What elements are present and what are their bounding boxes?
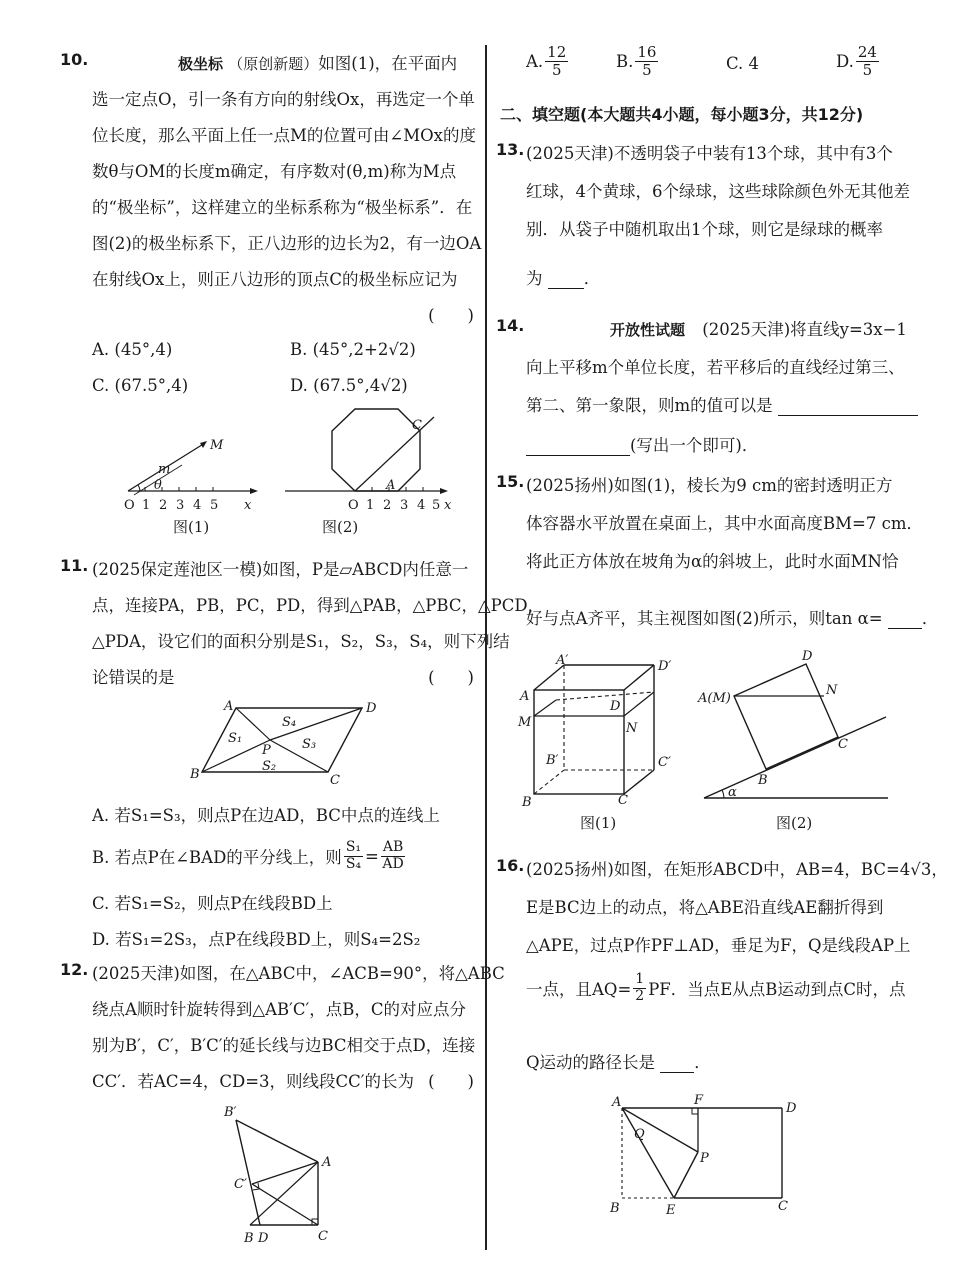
question-text-line: 论错误的是	[92, 668, 175, 687]
answer-blank	[548, 262, 584, 289]
question-text-line	[610, 316, 907, 340]
label-D: D	[366, 701, 377, 716]
tick-5: 5	[432, 498, 441, 513]
label-B: B	[190, 767, 200, 782]
question-text: PF．当点E从点B运动到点C时，点	[648, 980, 906, 999]
answer-blank	[660, 1042, 694, 1073]
fraction-denominator: 5	[551, 60, 562, 79]
option-b	[616, 44, 660, 78]
tick-2: 2	[383, 498, 392, 513]
label-theta: θ	[154, 478, 162, 493]
label-C-prime: C′	[658, 755, 671, 770]
tick-1: 1	[142, 498, 151, 513]
label-D: D	[802, 650, 813, 664]
label-A-M: A(M)	[698, 691, 731, 706]
figure-caption: 图(1)	[580, 814, 617, 832]
figure-caption: 图(2)	[776, 814, 813, 832]
question-text-line	[526, 598, 938, 629]
label-alpha: α	[728, 785, 737, 800]
question-text-line: 位长度，那么平面上任一点M的位置可由∠MOx的度	[92, 126, 476, 145]
fraction-numerator: 12	[547, 43, 567, 61]
label-C: C	[318, 1229, 328, 1244]
period: ．	[583, 269, 601, 288]
label-B-prime: B′	[224, 1105, 237, 1120]
tick-x: x	[244, 498, 252, 513]
label-B: B	[610, 1201, 620, 1216]
option-a: A. (45°,4)	[92, 340, 173, 359]
triangle-rotation-figure	[220, 1100, 400, 1250]
label-A: A	[386, 478, 396, 493]
question-text-line	[526, 1042, 711, 1073]
label-B: B	[522, 795, 532, 810]
fraction-denominator: 5	[862, 60, 873, 79]
label-C-prime: C′	[234, 1177, 247, 1192]
question-text-line: E是BC边上的动点，将△ABE沿直线AE翻折得到	[526, 898, 884, 917]
tick-3: 3	[400, 498, 409, 513]
question-source: （原创新题）	[228, 55, 319, 73]
fraction-numerator: S₁	[345, 839, 362, 856]
label-D: D	[786, 1101, 797, 1116]
parallelogram-figure	[190, 696, 390, 792]
label-N: N	[826, 683, 838, 698]
answer-paren: ( )	[428, 306, 474, 325]
tick-x: x	[444, 498, 452, 513]
option-d: D. 若S₁=2S₃，点P在线段BD上，则S₄=2S₂	[92, 930, 421, 949]
question-text: 一点，且AQ=	[526, 980, 632, 999]
label-A-prime: A′	[556, 653, 569, 668]
label-B: B	[758, 773, 768, 788]
label-S2: S₂	[262, 759, 277, 774]
label-S4: S₄	[282, 715, 297, 730]
question-text-line: 向上平移m个单位长度，若平移后的直线经过第三、	[526, 358, 905, 377]
question-text-line	[526, 968, 906, 1008]
answer-paren: ( )	[428, 668, 474, 687]
tick-3: 3	[176, 498, 185, 513]
tick-O: O	[124, 498, 135, 513]
label-F: F	[694, 1093, 704, 1108]
tick-O: O	[348, 498, 359, 513]
question-text-line: (2025天津)如图，在△ABC中，∠ACB=90°，将△ABC	[92, 964, 505, 983]
answer-paren: ( )	[428, 1072, 474, 1091]
option-d: D. (67.5°,4√2)	[290, 376, 408, 395]
answer-blank	[526, 435, 630, 456]
label-B-prime: B′	[546, 753, 559, 768]
question-text-line: 点，连接PA，PB，PC，PD，得到△PAB，△PBC，△PCD，	[92, 596, 545, 615]
question-number: 15.	[496, 472, 525, 491]
polar-figure-1	[124, 438, 258, 513]
option-label: D.	[836, 51, 854, 71]
question-text-line: (2025扬州)如图，在矩形ABCD中，AB=4，BC=4√3，	[526, 860, 948, 879]
tick-2: 2	[159, 498, 168, 513]
label-P: P	[262, 743, 271, 758]
fraction	[344, 840, 363, 872]
label-D: D	[610, 699, 621, 714]
question-text-line	[178, 50, 457, 74]
label-E: E	[666, 1203, 676, 1218]
question-number: 12.	[60, 960, 89, 979]
label-Q: Q	[634, 1127, 645, 1142]
question-text-line	[526, 392, 918, 416]
label-C: C	[838, 737, 848, 752]
option-b	[92, 836, 407, 876]
question-number: 13.	[496, 140, 525, 159]
label-A: A	[612, 1095, 622, 1110]
question-text-line: 红球，4个黄球，6个绿球，这些球除颜色外无其他差	[526, 182, 910, 201]
label-D: D	[258, 1231, 269, 1246]
equals-sign: =	[365, 846, 379, 866]
tick-4: 4	[417, 498, 426, 513]
question-number: 16.	[496, 856, 525, 875]
polar-figure-2	[285, 409, 452, 513]
fraction	[633, 972, 646, 1004]
fraction-numerator: 16	[637, 43, 657, 61]
tick-1: 1	[366, 498, 375, 513]
question-tag: 极坐标	[178, 55, 224, 73]
question-text: 第二、第一象限，则m的值可以是	[526, 396, 773, 415]
right-column	[496, 0, 948, 1280]
label-B: B	[244, 1231, 254, 1246]
label-C: C	[330, 773, 340, 788]
fraction	[856, 44, 879, 78]
question-text: (2025天津)将直线y=3x−1	[702, 320, 907, 339]
question-tag: 开放性试题	[610, 321, 686, 339]
question-text-line	[526, 262, 600, 289]
fraction-denominator: 2	[635, 987, 645, 1004]
label-S1: S₁	[228, 731, 243, 746]
tick-4: 4	[193, 498, 202, 513]
question-text-line: 图(2)的极坐标系下，正八边形的边长为2，有一边OA	[92, 234, 482, 253]
question-text-line: 别为B′，C′，B′C′的延长线与边BC相交于点D，连接	[92, 1036, 476, 1055]
figure-caption: 图(2)	[322, 518, 359, 536]
option-b: B. (45°,2+2√2)	[290, 340, 416, 359]
fraction	[381, 840, 405, 872]
label-M: M	[518, 715, 532, 730]
label-C: C	[778, 1199, 788, 1214]
period: ．	[921, 609, 939, 628]
fraction-numerator: AB	[382, 839, 404, 856]
fraction-numerator: 24	[857, 43, 877, 61]
section-title: 二、填空题(本大题共4小题，每小题3分，共12分)	[500, 105, 864, 124]
option-c: C. 4	[726, 54, 760, 73]
q15-figures	[506, 650, 926, 810]
option-label: B.	[616, 51, 634, 71]
option-c: C. (67.5°,4)	[92, 376, 189, 395]
label-M: M	[210, 438, 224, 453]
question-text: 为	[526, 269, 543, 288]
label-C: C	[412, 418, 422, 433]
question-text-line: △PDA，设它们的面积分别是S₁，S₂，S₃，S₄，则下列结	[92, 632, 510, 651]
fraction	[635, 44, 658, 78]
question-text-line: (2025保定莲池区一模)如图，P是▱ABCD内任意一	[92, 560, 469, 579]
label-C: C	[618, 793, 628, 808]
question-text-line: 选一定点O，引一条有方向的射线Ox，再选定一个单	[92, 90, 475, 109]
label-A: A	[520, 689, 530, 704]
question-text-line: 将此正方体放在坡角为α的斜坡上，此时水面MN恰	[526, 552, 899, 571]
fraction-denominator: AD	[382, 855, 404, 872]
option-a	[526, 44, 570, 78]
label-A: A	[224, 699, 234, 714]
option-a: A. 若S₁=S₃，则点P在边AD，BC中点的连线上	[92, 806, 440, 825]
question-text: (写出一个即可)．	[630, 436, 759, 455]
question-text-line: 别．从袋子中随机取出1个球，则它是绿球的概率	[526, 220, 883, 239]
tick-5: 5	[210, 498, 219, 513]
question-text: 好与点A齐平，其主视图如图(2)所示，则tan α=	[526, 609, 883, 628]
question-text-line: 在射线Ox上，则正八边形的顶点C的极坐标应记为	[92, 270, 458, 289]
option-c: C. 若S₁=S₂，则点P在线段BD上	[92, 894, 333, 913]
fraction-denominator: S₄	[345, 855, 362, 872]
question-text-line: 体容器水平放置在桌面上，其中水面高度BM=7 cm．	[526, 514, 923, 533]
question-number: 14.	[496, 316, 525, 335]
answer-blank	[778, 395, 918, 416]
option-label: A.	[526, 51, 544, 71]
fraction	[545, 44, 568, 78]
question-text-line: 绕点A顺时针旋转得到△AB′C′，点B，C的对应点分	[92, 1000, 467, 1019]
option-b-text: B. 若点P在∠BAD的平分线上，则	[92, 848, 342, 867]
question-text: Q运动的路径长是	[526, 1053, 656, 1072]
label-N: N	[626, 721, 638, 736]
label-P: P	[700, 1151, 709, 1166]
fraction-numerator: 1	[635, 971, 645, 988]
question-text-line: 的“极坐标”，这样建立的坐标系称为“极坐标系”．在	[92, 198, 473, 217]
label-m: m	[158, 462, 171, 477]
q10-figures	[110, 405, 490, 515]
answer-blank	[888, 598, 922, 629]
label-A: A	[322, 1155, 332, 1170]
question-text-line	[526, 432, 758, 456]
slope-figure	[697, 650, 888, 800]
label-S3: S₃	[302, 737, 317, 752]
question-number: 10.	[60, 50, 89, 69]
question-text: 如图(1)，在平面内	[318, 54, 458, 73]
question-text-line: (2025扬州)如图(1)，棱长为9 cm的密封透明正方	[526, 476, 893, 495]
question-number: 11.	[60, 556, 89, 575]
cube-figure	[517, 653, 671, 810]
question-text-line: CC′．若AC=4，CD=3，则线段CC′的长为	[92, 1072, 415, 1091]
figure-caption: 图(1)	[173, 518, 210, 536]
period: ．	[694, 1053, 711, 1072]
fraction-denominator: 5	[642, 60, 652, 79]
question-text-line: 数θ与OM的长度m确定，有序数对(θ,m)称为M点	[92, 162, 457, 181]
question-text-line: (2025天津)不透明袋子中装有13个球，其中有3个	[526, 144, 893, 163]
label-D-prime: D′	[658, 659, 672, 674]
option-d	[836, 44, 881, 78]
question-text-line: △APE，过点P作PF⊥AD，垂足为F，Q是线段AP上	[526, 936, 911, 955]
rectangle-fold-figure	[606, 1088, 816, 1228]
